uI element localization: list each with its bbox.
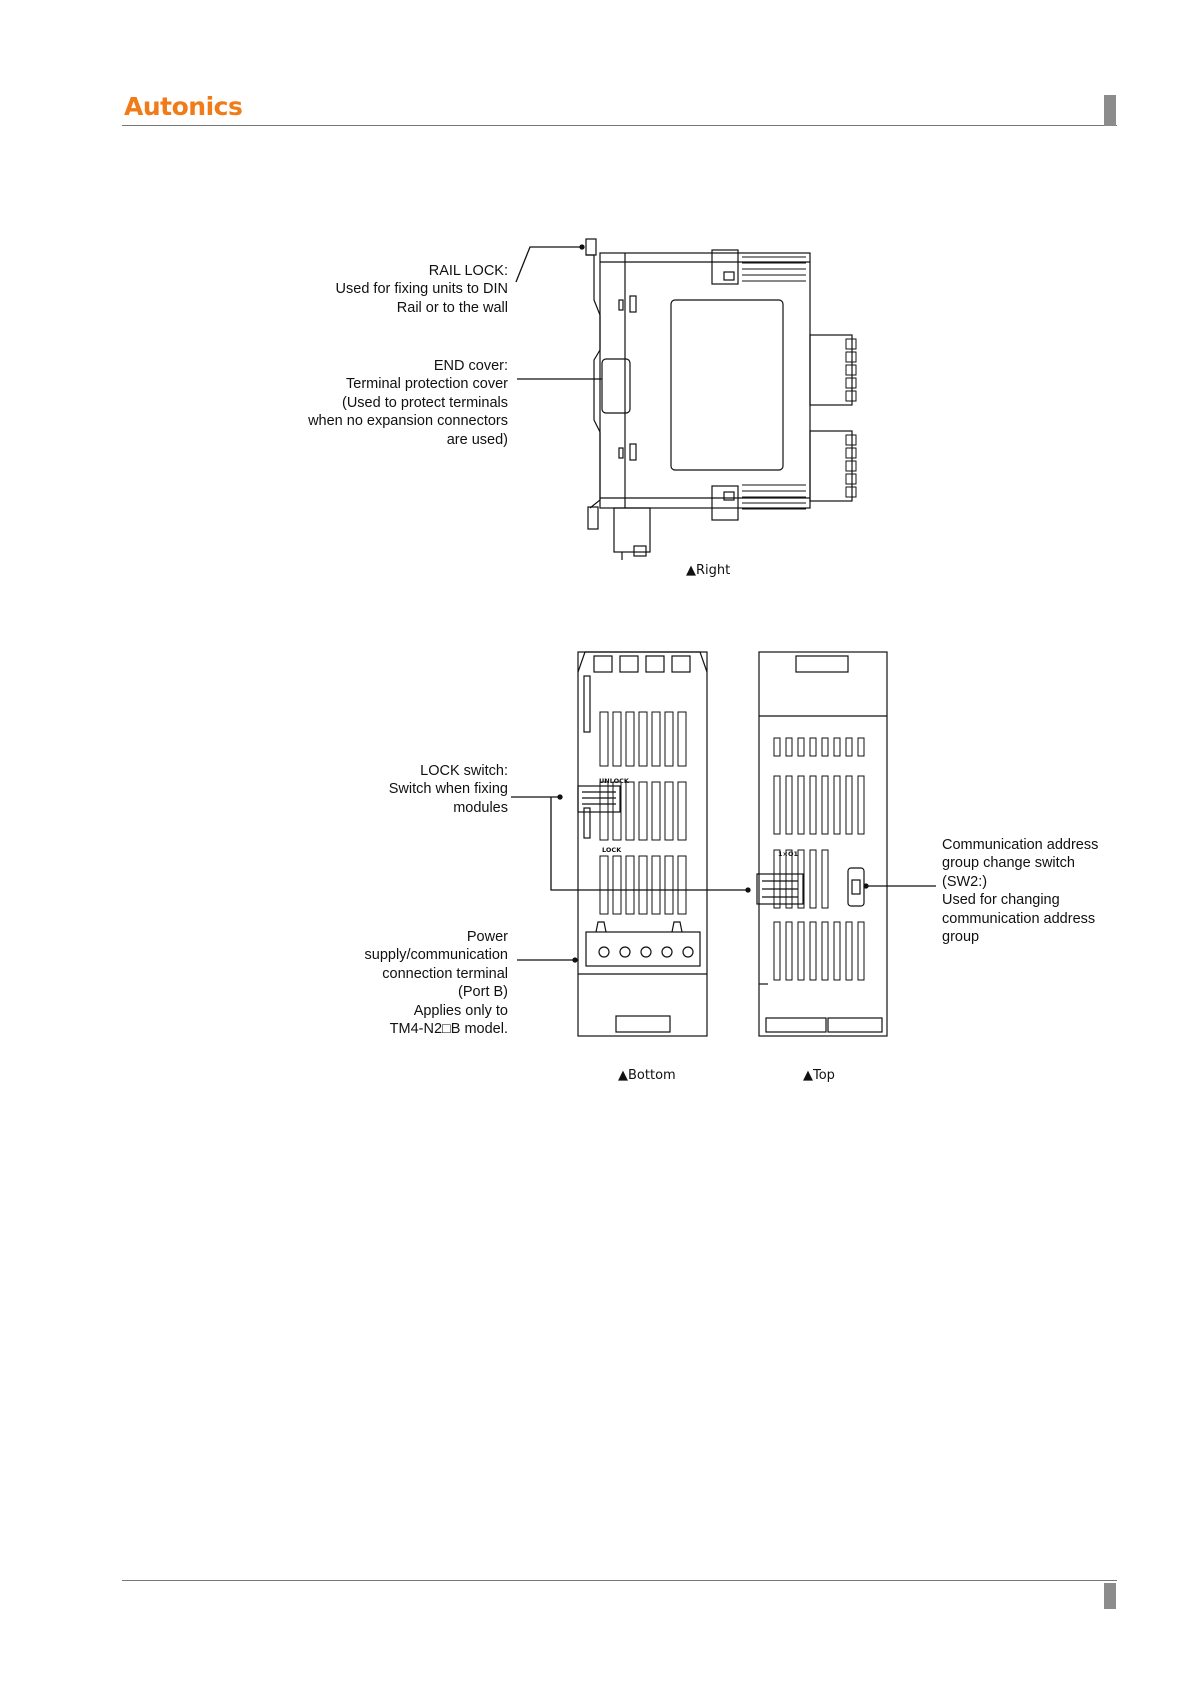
autonics-logo: Autonics [124, 92, 243, 121]
callout-leaders [511, 245, 936, 962]
rail-lock-label: RAIL LOCK: Used for fixing units to DIN Rail or to the wall [335, 263, 508, 316]
footer-page-tab [1104, 1583, 1116, 1609]
end-cover-label: END cover: Terminal protection cover (Used to protect terminals when no expansion connectors are used) [308, 358, 508, 448]
lock-switch-label: LOCK switch: Switch when fixing modules [388, 763, 508, 816]
bottom-view-device [578, 652, 707, 1036]
footer-rule [122, 1580, 1117, 1581]
bottom-view-caption: ▲Bottom [618, 1068, 676, 1083]
right-view-caption: ▲Right [686, 563, 731, 578]
right-view-device [586, 239, 856, 560]
top-view-caption: ▲Top [803, 1068, 835, 1083]
comm-switch-label: Communication address group change switch (SW2:) Used for changing communication address group [942, 837, 1099, 946]
lock-mark: LOCK [602, 846, 622, 854]
sw-top-mark: 1×O1 [778, 850, 799, 858]
unlock-mark: UNLOCK [599, 777, 629, 785]
top-view-device [757, 652, 887, 1036]
power-terminal-label: Power supply/communication connection terminal (Port B) Applies only to TM4-N2□B model. [364, 929, 508, 1038]
